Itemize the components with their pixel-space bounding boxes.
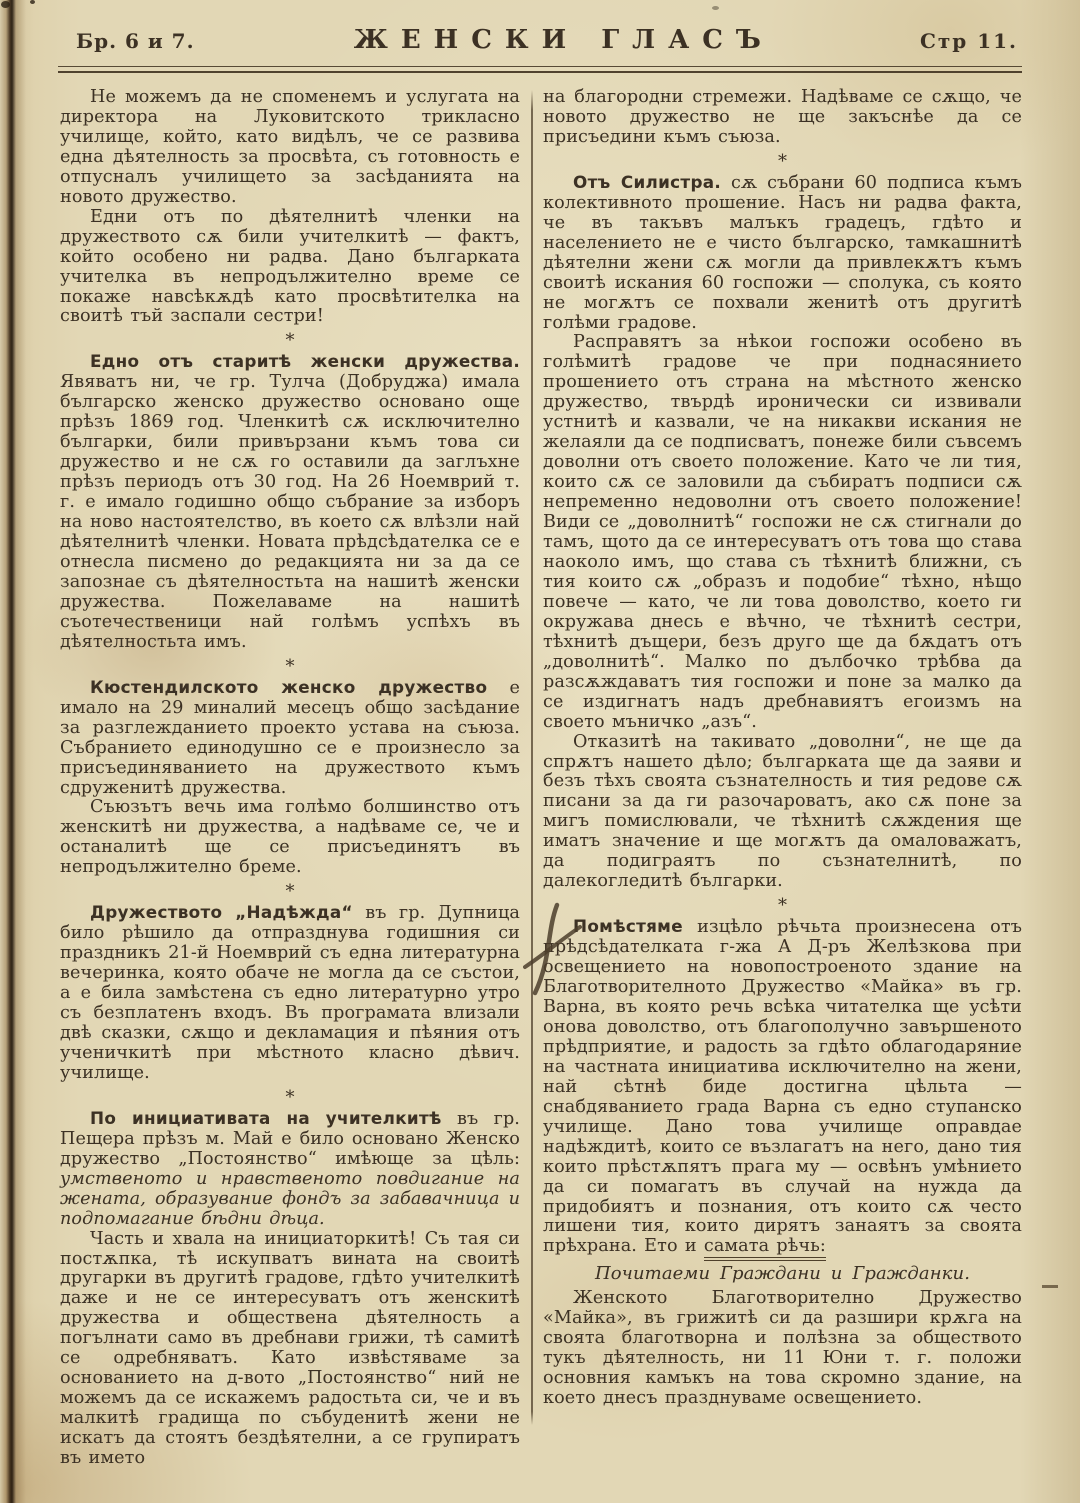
body-paragraph [60, 208, 520, 328]
body-text: въ гр. Пещера прѣзъ м. Май е било основано Женско дружество „Постоянство“ имѣюще за цѣль: [60, 1108, 521, 1169]
news-item-paragraph [60, 352, 520, 652]
body-paragraph [60, 798, 520, 878]
body-text: Не можемъ да не споменемъ и услугата на директора на Луковитското трикласно училище, който, като видѣлъ, че се развива една дѣятелность за просвѣта, съ готовность е отпусналъ училището за засѣданията на новото дружество. [60, 87, 520, 207]
section-separator-asterisk: * [778, 150, 787, 172]
body-paragraph [543, 733, 1022, 893]
item-lead-in: Кюстендилското женско дружество [90, 676, 488, 697]
news-item-paragraph [543, 917, 1022, 1257]
item-lead-in: Помѣстяме [573, 916, 683, 937]
body-paragraph [543, 88, 1022, 148]
news-item-paragraph [60, 903, 520, 1084]
paper-speck [712, 6, 719, 10]
section-separator-asterisk: * [778, 895, 787, 917]
paper-speck [1, 1, 10, 8]
news-item-paragraph [60, 678, 520, 799]
item-lead-in: Отъ Силистра. [573, 171, 722, 192]
column-divider [531, 90, 533, 1425]
body-text: Едни отъ по дѣятелнитѣ членки на дружеството сѫ били учителкитѣ — фактъ, който особено ни радва. Дано българката учителка въ непродължително време се покаже навсѣкѫдѣ като просвѣтителка на своитѣ тъй заспали сестри! [60, 206, 520, 327]
news-item-paragraph [543, 173, 1022, 334]
body-text: Почитаеми Граждани и Гражданки. [594, 1263, 971, 1285]
italic-text: умственото и нравственото повдигание на жената, образувание фондъ за забавачница и подпомагание бѣдни дѣца. [60, 1168, 520, 1229]
right-column [543, 88, 1022, 1469]
issue-number: Бр. 6 и 7. [76, 29, 195, 53]
masthead-title: ЖЕНСКИ ГЛАСЪ [353, 25, 774, 55]
salutation-line [543, 1264, 1022, 1284]
body-text: Часть и хвала на инициаторкитѣ! Съ тая си постѫпка, тѣ искупватъ вината на своитѣ другарки въ другитѣ градове, гдѣто учителкитѣ даже и не се интересуватъ отъ женскитѣ дружества и обществена дѣятелность а погълнати само въ дребнави грижи, тѣ самитѣ се одребняватъ. Като извѣстяваме за основанието на д-вото „Постоянство“ ний не можемъ да се искажемъ радостьта си, че и въ малкитѣ градища по събуденитѣ жени не искатъ да стоятъ бездѣятелни, а се групиратъ въ името [60, 1228, 520, 1469]
body-text: изцѣло рѣчьта произнесена отъ прѣдсѣдателката г-жа А Д-ръ Желѣзкова при освещението на новопостроеното здание на Благотворителното Дружество «Майка» въ гр. Варна, въ която речь всѣка читателка ще усѣти онова доволство, отъ благополучно завършеното прѣдприятие, и радость за гдѣто облагодаряние на частната инициатива исключително на жени, най сѣтнѣ биде достигна цѣльта — снабдяванието града Варна съ едно ступанско училище. Дано това училище оправдае надѣждитѣ, които се възлагатъ на него, дано тия които прѣстѫпятъ прага му — освѣнъ умѣнието да си помагатъ въ случай на нужда да придобиятъ и познания, отъ които сѫ често лишени тия, които дирятъ занаятъ за своята прѣхрана. Ето и [543, 917, 1022, 1257]
body-paragraph [543, 1289, 1022, 1409]
left-column [60, 88, 520, 1469]
body-text: Расправятъ за нѣкои госпожи особено въ голѣмитѣ градове че при поднасянието прошението отъ страна на мѣстното женско дружество, твърдѣ иронически си извивали устнитѣ и казвали, че на никакви искания не желаяли да се подписватъ, понеже били съвсемъ доволни отъ своето положение. Като че ли тия, които сѫ се заловили да събиратъ подписи сѫ непременно недоволни отъ своето положение! Види се „доволнитѣ“ госпожи не сѫ стигнали до тамъ, щото да се интересуватъ отъ това що става наоколо имъ, що става съ тѣхнитѣ ближни, съ тия които сѫ „образъ и подобие“ тѣхно, нѣщо повече — като, че ли това доволство, което ги окружава днесь е вѣчно, че тѣхнитѣ сестри, тѣхнитѣ дъщери, безъ друго ще да бѫдатъ отъ „доволнитѣ“. Малко по дълбочко трѣбва да разсѫждаватъ тия госпожи и поне за малко да се издигнатъ надъ дребнавиятъ егоизмъ на своето мъничко „азъ“. [543, 332, 1022, 732]
item-lead-in: По инициативата на учителкитѣ [90, 1107, 442, 1128]
newspaper-header [76, 25, 1018, 57]
section-separator-asterisk: * [285, 881, 295, 903]
body-text: Явяватъ ни, че гр. Тулча (Добруджа) имала българско женско дружество основано още прѣзъ 1869 год. Членкитѣ сѫ исключително българки, били привързани къмъ това си дружество и не сѫ го оставили да заглъхне прѣзъ периодъ отъ 30 год. На 26 Ноемврий т. г. е имало годишно общо събрание за изборъ на ново настоятелство, въ което сѫ влѣзли най дѣятелнитѣ членки. Новата прѣдсѣдателка се е отнесла писмено до редакцията ни за да се запознае съ дѣятелностьта на нашитѣ женски дружества. Пожелаваме на нашитѣ съотечественици най голѣмъ успѣхъ въ дѣятелностьта имъ. [60, 372, 520, 652]
margin-pen-dash [1042, 1285, 1058, 1288]
body-paragraph [60, 1230, 520, 1469]
body-paragraph [543, 333, 1022, 732]
body-paragraph [60, 88, 520, 208]
page-number: Стр 11. [919, 29, 1018, 53]
header-double-rule [58, 66, 1022, 73]
item-lead-in: Едно отъ старитѣ женски дружества. [90, 351, 520, 372]
body-text: Женското Благотворително Дружество «Майка», въ грижитѣ си да разшири крѫга на своята благотворна и полѣзна за обществото тукъ дѣятелность, ни 11 Юни т. г. положи основния камъкъ на това скромно здание, на което днесъ празднуваме освещението. [543, 1288, 1022, 1409]
body-text: Отказитѣ на такивато „доволни“, не ще да спрѫтъ нашето дѣло; българката ще да заяви и безъ тѣхъ своята съзнателность и тия редове сѫ писани за да ги разочароватъ, ако сѫ поне за мигъ помислювали, че тѣхнитѣ сѫждения ще иматъ значение и ще могѫтъ да омаловажатъ, да подиграятъ по съзнателнитѣ, по далекогледитѣ българки. [543, 731, 1022, 892]
body-text: Съюзътъ вечь има голѣмо болшинство отъ женскитѣ ни дружества, а надѣваме се, че и останалитѣ ще се присъединятъ въ непродължително бреме. [60, 797, 520, 878]
paper-speck [30, 0, 35, 4]
section-separator-asterisk: * [285, 1086, 295, 1108]
body-text: въ гр. Дупница било рѣшило да отпразднува годишния си праздникъ 21-й Ноемврий съ една литературна вечеринка, която обаче не могла да се състои, а е била замѣстена съ едно литературно утро съ безплатенъ входъ. Въ програмата влизали двѣ сказки, сѫщо и декламация и пѣяния отъ ученичкитѣ при мѣстното класно дѣвич. училище. [60, 903, 520, 1083]
body-text: на благородни стремежи. Надѣваме се сѫщо, че новото дружество не ще закъснѣе да се присъедини къмъ съюза. [543, 87, 1022, 147]
item-lead-in: Дружеството „Надѣжда“ [90, 902, 353, 923]
handwritten-underlined-text: самата рѣчь: [704, 1236, 826, 1261]
news-item-paragraph [60, 1109, 520, 1230]
section-separator-asterisk: * [285, 330, 295, 352]
article-columns [60, 88, 1022, 1469]
body-text: сѫ събрани 60 подписа къмъ колективното прошение. Насъ ни радва факта, че въ такъвъ малъкъ градецъ, гдѣто и населението не е чисто българско, тамкашнитѣ дѣятелни жени сѫ могли да привлекѫтъ къмъ своитѣ искания 60 госпожи — сполука, съ която не могѫтъ се похвали женитѣ отъ другитѣ голѣми градове. [543, 172, 1022, 333]
body-text: е имало на 29 миналий месецъ общо засѣдание за разглежданието проекто устава на съюза. Събранието единодушно се е произнесло за присъединяванието на дружеството къмъ сдруженитѣ дружества. [60, 677, 520, 798]
section-separator-asterisk: * [285, 655, 295, 677]
page-binding-edge [0, 0, 26, 1503]
